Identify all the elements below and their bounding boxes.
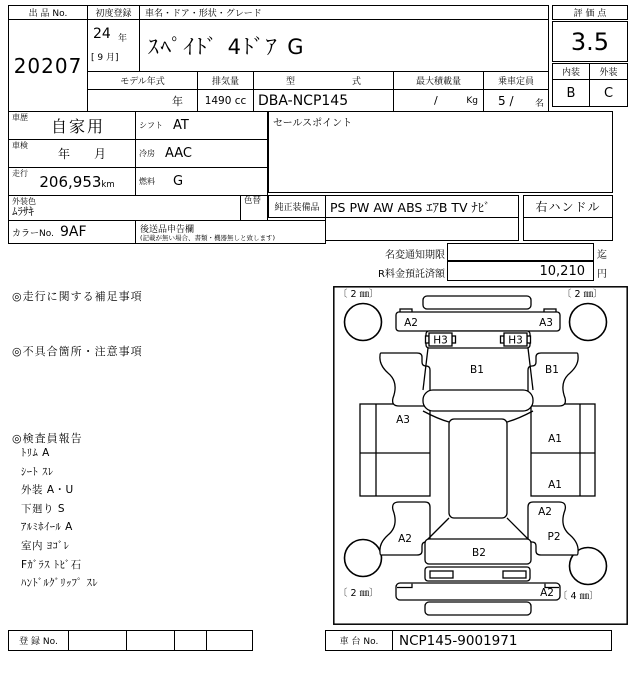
name-change-deadline-value [447, 243, 594, 261]
ac-label: 冷房 [139, 149, 155, 158]
steering-extra-cell [523, 217, 613, 241]
capacity-value [483, 89, 549, 112]
model-year-value: 年 [87, 89, 198, 112]
later-items-note: (記載が無い場合、書類・機器無しと致します) [140, 234, 276, 242]
history-label: 車歴 [12, 113, 28, 122]
capacity-number: 5 / [498, 94, 514, 108]
mark-rear-glass-right: H3 [508, 334, 523, 347]
registration-divider-3 [206, 631, 207, 650]
recycle-fee-value: 10,210 [447, 261, 594, 281]
recycle-fee-unit: 円 [597, 269, 607, 280]
inspection-value: 年 月 [57, 147, 106, 161]
first-registration-year: 24 [93, 26, 111, 42]
inspector-item-trim: ﾄﾘﾑ A [21, 447, 50, 459]
color-no-cell [8, 220, 136, 244]
interior-grade-value: B [552, 79, 590, 107]
mark-right-door-rear: A1 [548, 433, 562, 445]
color-no-label: カラーNo. [12, 228, 54, 239]
lot-no-label: 出 品 No. [8, 5, 88, 20]
first-registration-year-unit: 年 [118, 34, 128, 44]
equipment-label: 純正装備品 [268, 195, 326, 218]
color-change-cell [240, 195, 268, 221]
mark-right-quarter-panel: B1 [545, 364, 559, 376]
max-load-unit: Kg [466, 96, 478, 106]
capacity-unit: 名 [534, 99, 544, 109]
ac-value: AAC [165, 146, 192, 161]
headlight-right [503, 571, 526, 578]
shift-label: シフト [139, 121, 163, 130]
ac-cell [135, 139, 268, 168]
first-registration-value [87, 19, 140, 72]
later-items-cell [135, 220, 326, 244]
inspector-item-windshield: Fｶﾞﾗｽ ﾄﾋﾞ石 [21, 558, 82, 571]
car-damage-diagram [333, 286, 628, 625]
color-change-label: 色替 [244, 196, 262, 206]
first-registration-label: 初度登録 [87, 5, 140, 20]
model-year-label: モデル年式 [87, 71, 198, 90]
chassis-no-box [325, 630, 612, 651]
fuel-cell [135, 167, 268, 196]
right-body-panel [531, 404, 595, 496]
mark-front-bumper-right: A2 [540, 587, 554, 599]
inspector-report-heading: ◎検査員報告 [12, 432, 83, 445]
later-items-label: 後送品申告欄 [140, 225, 195, 235]
fuel-value: G [173, 174, 184, 189]
inspector-item-handle-grip: ﾊﾝﾄﾞﾙｸﾞﾘｯﾌﾟ ｽﾚ [21, 577, 99, 590]
mileage-cell [8, 167, 136, 196]
mark-rear-gate: B1 [470, 364, 484, 376]
mark-left-front-fender: A2 [398, 533, 412, 545]
mileage-unit: km [101, 180, 115, 190]
mark-hood: B2 [472, 547, 486, 559]
name-change-deadline-label: 名変通知期限 [385, 250, 445, 261]
displacement-value: 1490 cc [197, 89, 254, 112]
chassis-no-value: NCP145-9001971 [399, 632, 518, 649]
left-body-panel [360, 404, 430, 496]
history-value: 自家用 [50, 117, 105, 136]
tire-depth-rear-right: 〔 2 ㎜〕 [562, 289, 603, 300]
capacity-label: 乗車定員 [483, 71, 549, 90]
fuel-label: 燃料 [139, 177, 155, 186]
exterior-color-cell [8, 195, 241, 221]
mark-right-front-fender-lower: P2 [547, 531, 561, 543]
inspector-item-interior: 室内 ﾖｺﾞﾚ [21, 539, 70, 552]
mark-right-door-front: A1 [548, 479, 562, 491]
color-no-value: 9AF [59, 224, 87, 240]
mileage-notes-heading: ◎走行に関する補足事項 [12, 290, 143, 303]
max-load-label: 最大積載量 [393, 71, 484, 90]
rear-panel [396, 312, 560, 331]
mark-rear-panel-left: A2 [404, 317, 418, 329]
max-load-value [393, 89, 484, 112]
inspector-report-list [21, 445, 98, 594]
roof-rear-section [423, 390, 533, 411]
mark-rear-glass-left: H3 [433, 334, 448, 347]
registration-no-box [8, 630, 253, 651]
wheel-rear-right [570, 304, 607, 341]
inspection-cell [8, 139, 136, 168]
headlight-left [430, 571, 453, 578]
equipment-extra-cell [325, 217, 519, 241]
car-name-value: ｽﾍﾟｲﾄﾞ 4ﾄﾞｱ G [139, 19, 549, 72]
front-spoiler [425, 602, 531, 615]
shift-value: AT [173, 118, 189, 133]
registration-no-label: 登 録 No. [9, 631, 69, 650]
name-change-deadline-suffix: 迄 [597, 250, 607, 261]
rear-bumper [423, 296, 531, 309]
inspection-label: 車検 [12, 141, 28, 150]
tire-depth-rear-left: 〔 2 ㎜〕 [338, 289, 379, 300]
equipment-value: PS PW AW ABS ｴｱB TV ﾅﾋﾞ [325, 195, 519, 218]
model-code-value: DBA-NCP145 [253, 89, 394, 112]
defects-heading: ◎不具合箇所・注意事項 [12, 345, 143, 358]
model-code-label: 型 式 [253, 71, 394, 90]
wheel-rear-left [345, 304, 382, 341]
steering-position: 右ハンドル [523, 195, 613, 218]
mileage-label: 走行 [12, 169, 28, 178]
tire-depth-front-left: 〔 2 ㎜〕 [338, 588, 379, 599]
exterior-grade-label: 外装 [589, 63, 628, 80]
inspector-item-undercarriage: 下廻り S [21, 502, 66, 515]
inspector-item-exterior: 外装 A・U [21, 484, 74, 497]
tire-depth-front-right: 〔 4 ㎜〕 [558, 591, 599, 602]
score-label: 評 価 点 [552, 5, 628, 20]
history-cell [8, 111, 136, 140]
mark-rear-panel-right: A3 [539, 317, 553, 329]
car-name-label: 車名・ドア・形状・グレード [139, 5, 549, 20]
sales-point-label: セールスポイント [273, 118, 353, 129]
inspector-item-seat: ｼｰﾄ ｽﾚ [21, 465, 54, 478]
exterior-color-label: 外装色 [12, 197, 36, 206]
inspector-item-alloy-wheels: ｱﾙﾐﾎｲｰﾙ A [21, 521, 73, 534]
displacement-label: 排気量 [197, 71, 254, 90]
registration-divider-2 [174, 631, 175, 650]
registration-divider-1 [126, 631, 127, 650]
mark-left-quarter-panel: A3 [396, 414, 410, 426]
score-value: 3.5 [552, 21, 628, 62]
exterior-grade-value: C [589, 79, 628, 107]
mark-right-front-fender-upper: A2 [538, 506, 552, 518]
sales-point-box [268, 111, 613, 193]
max-load-slash: / [434, 94, 438, 107]
chassis-no-label: 車 台 No. [326, 631, 393, 650]
mileage-value: 206,953 [39, 172, 102, 191]
shift-cell [135, 111, 268, 140]
first-registration-month: [ 9 月] [91, 53, 119, 63]
exterior-color-value: ﾑﾗｻｷ [12, 205, 34, 218]
lot-no-value: 20207 [8, 19, 88, 112]
roof-panel [449, 419, 507, 518]
front-bumper [396, 583, 560, 600]
wheel-front-left [345, 540, 382, 577]
interior-grade-label: 内装 [552, 63, 590, 80]
recycle-fee-label: R料金預託済額 [378, 269, 445, 280]
